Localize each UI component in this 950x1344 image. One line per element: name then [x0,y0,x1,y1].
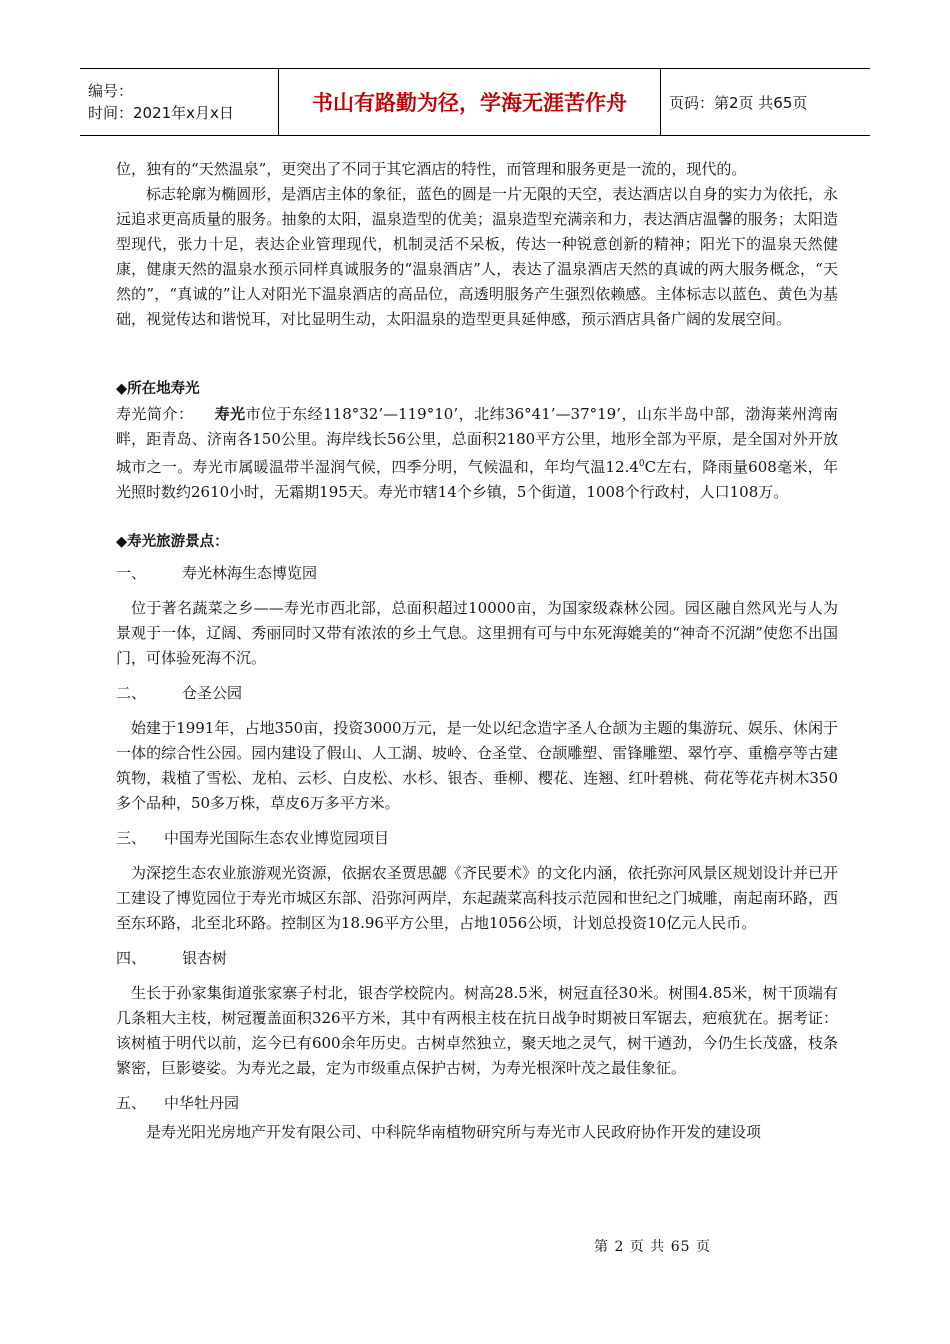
header-page [661,69,870,135]
page-header [80,68,870,136]
attraction-title [116,946,838,971]
header-motto [279,69,661,135]
section-heading-location: ◆所在地寿光 [116,381,200,397]
page-label: 页码：第2页 共65页 [669,93,808,112]
attraction-number: 五、 [116,1094,147,1112]
attraction-name: 寿光林海生态博览园 [182,564,318,582]
degree-superscript: 0 [638,459,645,469]
attraction-description: 是寿光阳光房地产开发有限公司、中科院华南植物研究所与寿光市人民政府协作开发的建设项 [146,1123,762,1141]
attraction-name: 中国寿光国际生态农业博览园项目 [164,829,390,847]
location-label: 寿光简介： [116,405,194,423]
motto-text: 书山有路勤为径，学海无涯苦作舟 [312,91,627,115]
section-heading-tourism: ◆寿光旅游景点： [116,534,229,550]
attraction-title [116,681,838,706]
location-name: 寿光 [214,405,246,423]
attraction-description: 位于著名蔬菜之乡——寿光市西北部，总面积超过10000亩，为国家级森林公园。园区融自然风光与人为景观于一体，辽阔、秀丽同时又带有浓浓的乡土气息。这里拥有可与中东死海媲美的“神奇不沉湖”使您不出国门，可体验死海不沉。 [116,599,838,667]
attraction-number: 三、 [116,829,147,847]
attraction-number: 四、 [116,949,147,967]
number-label: 编号： [88,82,134,100]
attraction-number: 二、 [116,684,147,702]
attraction-description: 始建于1991年，占地350亩，投资3000万元，是一处以纪念造字圣人仓颉为主题的集游玩、娱乐、休闲于一体的综合性公园。园内建设了假山、人工湖、坡岭、仓圣堂、仓颉雕塑、雷锋雕塑、翠竹亭、重檐亭等古建筑物，栽植了雪松、龙柏、云杉、白皮松、水杉、银杏、垂柳、樱花、连翘、红叶碧桃、荷花等花卉树木350多个品种，50多万株，草皮6万多平方米。 [116,719,838,812]
intro-paragraph-2: 标志轮廓为椭圆形，是酒店主体的象征，蓝色的圆是一片无限的天空，表达酒店以自身的实力为依托，永远追求更高质量的服务。抽象的太阳，温泉造型的优美；温泉造型充满亲和力，表达酒店温馨的服务；太阳造型现代，张力十足，表达企业管理现代，机制灵活不呆板，传达一种锐意创新的精神；阳光下的温泉天然健康，健康天然的温泉水预示同样真诚服务的“温泉酒店”人，表达了温泉酒店天然的真诚的两大服务概念，“天然的”，“真诚的”让人对阳光下温泉酒店的高品位，高透明服务产生强烈依赖感。主体标志以蓝色、黄色为基础，视觉传达和谐悦耳，对比显明生动，太阳温泉的造型更具延伸感，预示酒店具备广阔的发展空间。 [116,185,838,328]
attraction-name: 仓圣公园 [182,684,243,702]
location-text-a: 市位于东经118°32’—119°10’，北纬36°41’—37°19’，山东半岛中部，渤海莱州湾南畔，距青岛、济南各150公里。海岸线长56公里，总面积2180平方公里，地形全部为平原，是全国对外开放城市之一。寿光市属暖温带半湿润气候，四季分明，气候温和，年均气温12.4 [116,405,838,476]
attraction-description: 为深挖生态农业旅游观光资源，依据农圣贾思勰《齐民要术》的文化内涵，依托弥河风景区规划设计并已开工建设了博览园位于寿光市城区东部、沿弥河两岸，东起蔬菜高科技示范园和世纪之门城雕，南起南环路，西至东环路，北至北环路。控制区为18.96平方公里，占地1056公顷，计划总投资10亿元人民币。 [116,864,838,932]
attraction-title [116,826,838,851]
header-meta [80,69,279,135]
page-footer: 第 2 页 共 65 页 [594,1239,711,1255]
time-label: 时间：2021年x月x日 [88,104,234,122]
location-paragraph [116,402,838,505]
attraction-name: 中华牡丹园 [164,1094,240,1112]
document-body [116,157,838,1145]
attraction-name: 银杏树 [182,949,228,967]
intro-paragraph-1: 位，独有的“天然温泉”，更突出了不同于其它酒店的特性，而管理和服务更是一流的，现代的。 [116,160,747,178]
attraction-description: 生长于孙家集街道张家寨子村北，银杏学校院内。树高28.5米，树冠直径30米。树围4.85米，树干顶端有几条粗大主枝，树冠覆盖面积326平方米，其中有两根主枝在抗日战争时期被日军锯去，疤痕犹在。据考证：该树植于明代以前，迄今已有600余年历史。古树卓然独立，聚天地之灵气，树干遒劲，今仍生长茂盛，枝条繁密，巨影婆娑。为寿光之最，定为市级重点保护古树，为寿光根深叶茂之最佳象征。 [116,984,838,1077]
attraction-title [116,1091,838,1116]
location-text-b: C左右，降雨量608毫米，年光照时数约2610小时，无霜期195天。寿光市辖14个乡镇，5个街道，1008个行政村，人口108万。 [116,458,838,501]
attraction-title [116,561,838,586]
attraction-number: 一、 [116,564,147,582]
